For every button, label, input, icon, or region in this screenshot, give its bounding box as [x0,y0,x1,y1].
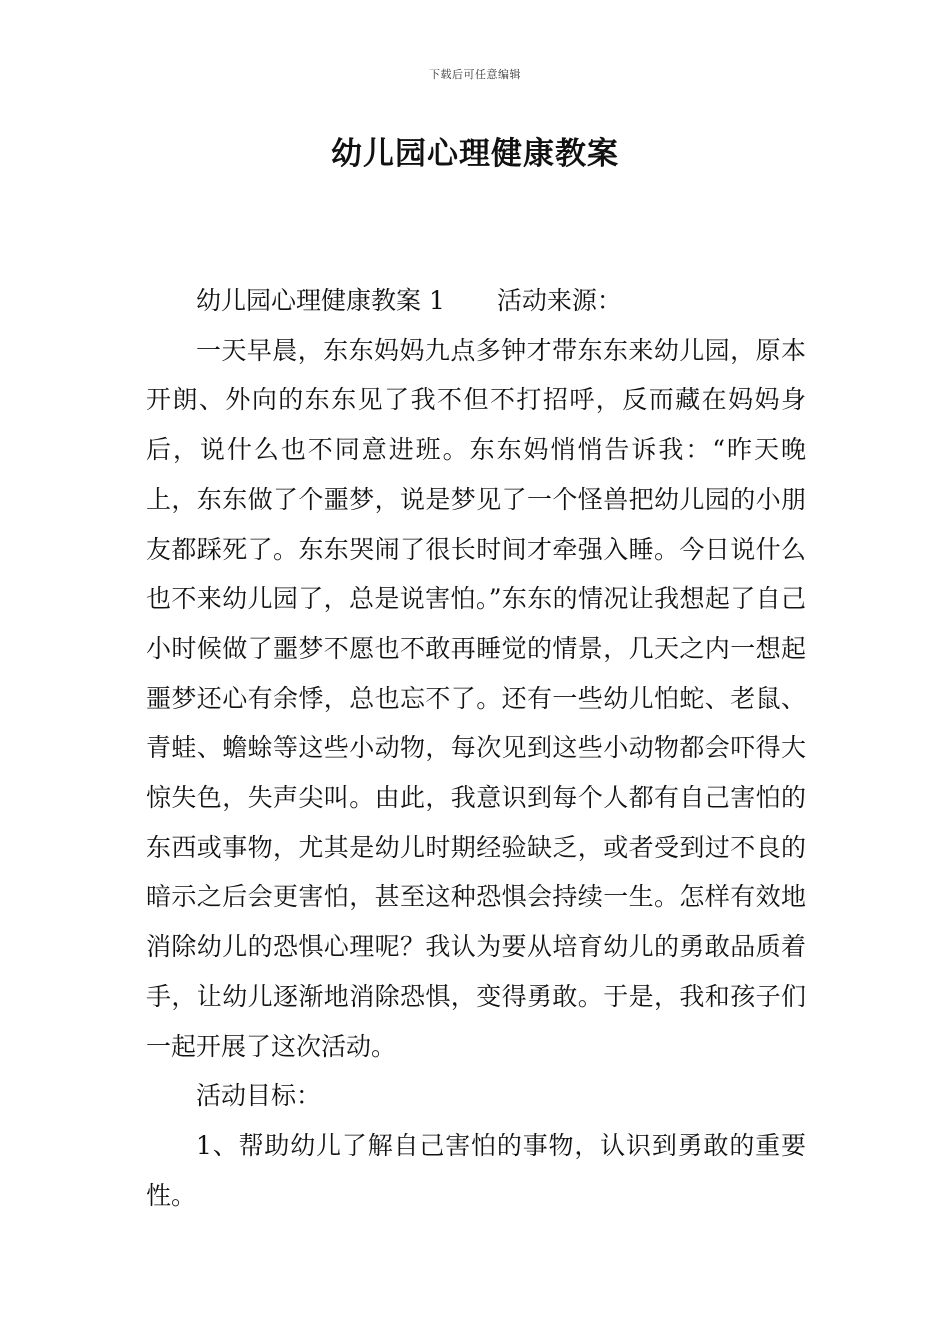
header-note: 下载后可任意编辑 [429,68,521,81]
lesson-plan-heading: 幼儿园心理健康教案 1 [196,286,445,315]
paragraph-story: 一天早晨，东东妈妈九点多钟才带东东来幼儿园，原本开朗、外向的东东见了我不但不打招呼，反而藏在妈妈身后，说什么也不同意进班。东东妈悄悄告诉我：“昨天晚上，东东做了个噩梦，说是梦见了一个怪兽把幼儿园的小朋友都踩死了。东东哭闹了很长时间才牵强入睡。今日说什么也不来幼儿园了，总是说害怕。”东东的情况让我想起了自己小时候做了噩梦不愿也不敢再睡觉的情景，几天之内一想起噩梦还心有余悸，总也忘不了。还有一些幼儿怕蛇、老鼠、青蛙、蟾蜍等这些小动物，每次见到这些小动物都会吓得大惊失色，失声尖叫。由此，我意识到每个人都有自己害怕的东西或事物，尤其是幼儿时期经验缺乏，或者受到过不良的暗示之后会更害怕，甚至这种恐惧会持续一生。怎样有效地消除幼儿的恐惧心理呢？我认为要从培育幼儿的勇敢品质着手，让幼儿逐渐地消除恐惧，变得勇敢。于是，我和孩子们一起开展了这次活动。 [146,335,806,1061]
paragraph-goal-1: 1、帮助幼儿了解自己害怕的事物，认识到勇敢的重要性。 [146,1130,806,1210]
document-title: 幼儿园心理健康教案 [331,136,619,172]
paragraph-goal-heading: 活动目标： [196,1081,322,1111]
activity-source-label: 活动来源： [496,286,622,315]
document-body [146,276,806,1220]
section-heading-line [146,276,806,326]
